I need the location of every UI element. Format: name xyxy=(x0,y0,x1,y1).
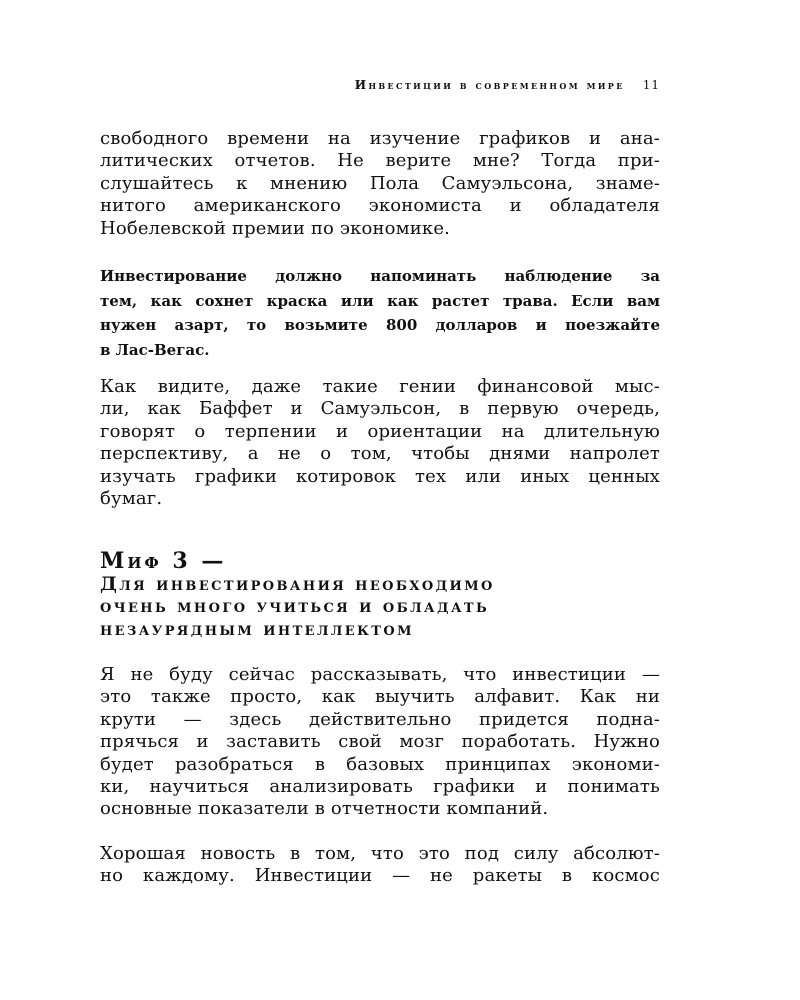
text-line: ли, как Баффет и Самуэльсон, в первую очередь, xyxy=(100,398,660,420)
quote-line: нужен азарт, то возьмите 800 долларов и поезжайте xyxy=(100,316,660,334)
text-line: но каждому. Инвестиции — не ракеты в космос xyxy=(100,865,660,887)
text-line: слушайтесь к мнению Пола Самуэльсона, знаме- xyxy=(100,172,660,194)
running-head-title: Инвестиции в современном мире xyxy=(354,78,625,92)
text-line: бумаг. xyxy=(100,488,163,510)
text-line: говорят о терпении и ориентации на длительную xyxy=(100,420,660,442)
text-line: нитого американского экономиста и обладателя xyxy=(100,195,660,217)
text-line: крути — здесь действительно придется подна- xyxy=(100,708,660,730)
text-line: перспективу, а не о том, чтобы днями напролет xyxy=(100,443,660,465)
heading-line: незаурядным интеллектом xyxy=(100,617,414,640)
text-line: это также просто, как выучить алфавит. Как ни xyxy=(100,686,660,708)
paragraph-2 xyxy=(100,376,660,510)
text-line: будет разобраться в базовых принципах экономи- xyxy=(100,753,660,775)
section-heading xyxy=(100,550,660,640)
text-line: свободного времени на изучение графиков и ана- xyxy=(100,128,660,149)
heading-line: очень много учиться и обладать xyxy=(100,595,490,618)
paragraph-1 xyxy=(100,128,660,240)
text-line: изучать графики котировок тех или иных ценных xyxy=(100,465,660,487)
text-line: Хорошая новость в том, что это под силу абсолют- xyxy=(100,843,660,864)
paragraph-3 xyxy=(100,664,660,821)
quote-line: Инвестирование должно напоминать наблюдение за xyxy=(100,267,660,285)
paragraph-4 xyxy=(100,843,660,888)
text-line: Я не буду сейчас рассказывать, что инвестиции — xyxy=(100,664,660,685)
myth-label: Миф 3 — xyxy=(100,548,227,574)
text-line: основные показатели в отчетности компаний. xyxy=(100,798,549,820)
heading-line: Для инвестирования необходимо xyxy=(100,572,495,595)
text-line: Как видите, даже такие гении финансовой мыс- xyxy=(100,376,660,397)
text-line: литических отчетов. Не верите мне? Тогда при- xyxy=(100,150,660,172)
quote-line: в Лас-Вегас. xyxy=(100,340,210,359)
book-page xyxy=(100,0,660,1000)
text-line: прячься и заставить свой мозг поработать. Нужно xyxy=(100,731,660,753)
quote-line: тем, как сохнет краска или как растет трава. Если вам xyxy=(100,291,660,310)
text-line: Нобелевской премии по экономике. xyxy=(100,217,450,239)
page-number: 11 xyxy=(642,78,660,92)
text-line: ки, научиться анализировать графики и понимать xyxy=(100,776,660,798)
quote-block xyxy=(100,264,660,362)
running-head xyxy=(355,78,660,92)
